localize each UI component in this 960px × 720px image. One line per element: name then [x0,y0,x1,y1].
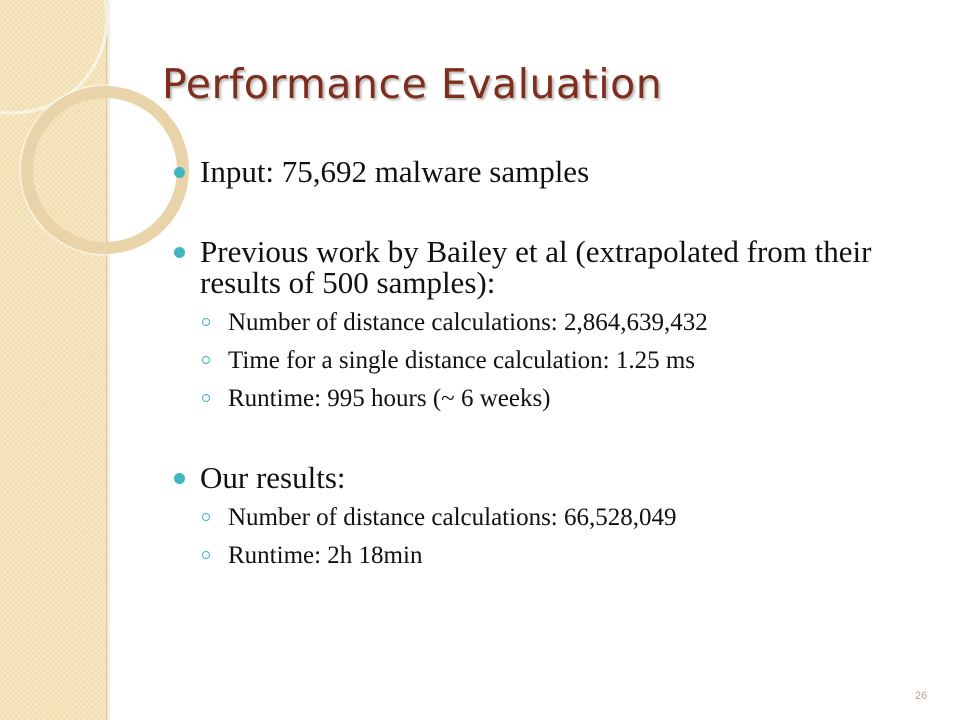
bullet-text: Previous work by Bailey et al (extrapolated from their results of 500 samples): [200,234,872,300]
decorative-sidebar [0,0,107,720]
bullet-item-input [170,156,930,187]
bullet-list [170,156,930,568]
sub-item-text: Runtime: 995 hours (~ 6 weeks) [228,385,551,412]
bullet-text: Our results: [200,460,346,495]
sub-item [170,505,930,530]
sub-bullet-ring-icon [202,394,210,402]
sub-item-text: Runtime: 2h 18min [228,542,423,569]
sub-list-our-results [170,505,930,568]
bullet-item-previous-work [170,236,930,298]
sub-item-text: Time for a single distance calculation: 1.25 ms [228,347,696,374]
sub-item [170,543,930,568]
bullet-dot-icon [174,473,185,484]
sub-bullet-ring-icon [202,318,210,326]
sub-item [170,386,930,411]
sub-item-text: Number of distance calculations: 2,864,639,432 [228,309,708,336]
sub-bullet-ring-icon [202,356,210,364]
bullet-dot-icon [174,167,185,178]
bullet-item-our-results [170,462,930,493]
bullet-dot-icon [174,247,185,258]
sub-item-text: Number of distance calculations: 66,528,049 [228,504,677,531]
page-number: 26 [915,690,928,702]
slide-title: Performance Evaluation [162,60,663,108]
bullet-text: Input: 75,692 malware samples [200,154,590,189]
sub-item [170,310,930,335]
sub-bullet-ring-icon [202,513,210,521]
sub-list-previous-work [170,310,930,411]
sub-item [170,348,930,373]
sub-bullet-ring-icon [202,551,210,559]
